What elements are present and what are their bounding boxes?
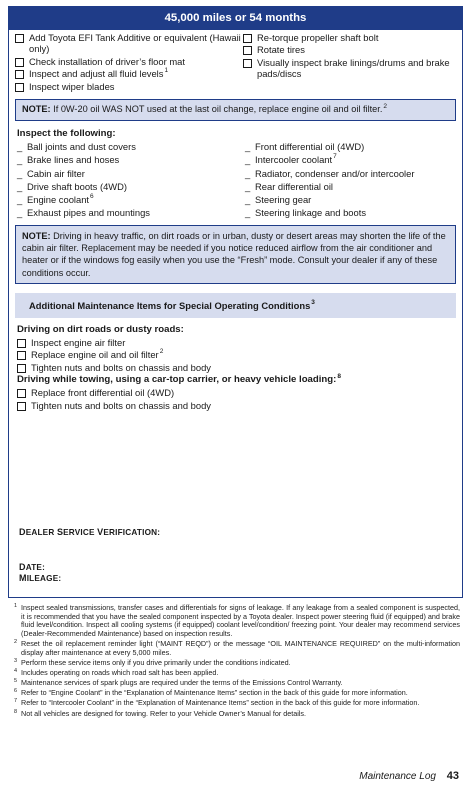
inspect-item [17,194,245,205]
footnote-text: Includes operating on roads which road salt has been applied. [21,667,219,677]
inspect-item [17,141,245,152]
towing-heading: Driving while towing, using a car-top carrier, or heavy vehicle loading:$^8$ [17,373,341,386]
checkbox[interactable] [15,58,24,67]
inspect-item-label: Brake lines and hoses [27,154,120,166]
checkbox[interactable] [15,34,24,43]
dash-marker: _ [17,207,23,219]
footnote [14,659,460,668]
towing-list [9,387,462,411]
footnote-number: 4 [14,667,18,674]
inspect-item-label: Steering gear [255,193,312,205]
footnote [14,699,460,708]
inspect-item [245,141,462,152]
checklist-item [17,387,462,398]
checklist-item-label: Tighten nuts and bolts on chassis and body [31,399,211,411]
inspect-item [245,194,462,205]
inspect-item [17,207,245,218]
checklist-item [243,32,462,43]
checklist-item [17,400,462,411]
dash-marker: _ [17,154,23,166]
footnote-text: Refer to “Engine Coolant” in the “Explanation of Maintenance Items” section in the back of this guide for more information. [21,688,408,698]
footnote [14,669,460,678]
footnote-text: Perform these service items only if you drive primarily under the conditions indicated. [21,657,291,667]
checkbox[interactable] [243,34,252,43]
checklist-item [15,68,243,79]
checklist-item [17,349,462,360]
interval-header: 45,000 miles or 54 months [9,7,462,30]
checklist-item [17,362,462,373]
inspect-item [245,168,462,179]
checklist-item-label: Tighten nuts and bolts on chassis and body [31,361,211,373]
dealer-verification-label: DEALER SERVICE VERIFICATION: [19,527,161,537]
dash-marker: _ [245,154,251,166]
oil-change-note [15,99,456,120]
footnote-ref: 6 [90,192,94,200]
inspect-item [17,181,245,192]
inspect-item-label: Intercooler coolant$^7$ [255,153,337,166]
note-text: If 0W-20 oil WAS NOT used at the last oil change, replace engine oil and oil filter. [53,104,383,115]
footnote-ref: 1 [164,67,169,75]
checkbox[interactable] [243,46,252,55]
maintenance-schedule-panel [8,6,463,598]
inspect-list [9,141,462,220]
checklist-item [243,44,462,55]
mileage-label: MILEAGE: [19,573,62,583]
checklist-right-column [243,32,462,93]
footnote-number: 3 [14,657,18,664]
inspect-item-label: Drive shaft boots (4WD) [27,180,128,192]
footnote-number: 8 [14,708,18,715]
checklist-item [15,56,243,67]
dash-marker: _ [245,207,251,219]
footnote-text: Not all vehicles are designed for towing. Refer to your Vehicle Owner’s Manual for details. [21,708,306,718]
checkbox[interactable] [15,70,24,79]
inspect-item [17,168,245,179]
dash-marker: _ [17,141,23,153]
checklist-item [243,57,462,80]
checklist-item-label: Replace front differential oil (4WD) [31,387,175,399]
footnote [14,604,460,639]
inspect-item-label: Radiator, condenser and/or intercooler [255,167,415,179]
note-text: Driving in heavy traffic, on dirt roads or in urban, dusty or desert areas may shorten the life of the cabin air filter. Replacement may be needed if you notice reduced airflow from the air conditioner and heater or if the windows fog easily when you use the “Fresh” mode. Consult your dealer if any of these conditions occur. [22,231,446,278]
dash-marker: _ [245,167,251,179]
inspect-left-column [17,141,245,220]
checklist-item [15,32,243,55]
cabin-filter-note [15,225,456,284]
footnote-number: 2 [14,639,18,646]
checkbox[interactable] [17,364,26,373]
inspect-item-label: Front differential oil (4WD) [255,141,365,153]
inspect-item [245,207,462,218]
checklist-item-label: Add Toyota EFI Tank Additive or equivalent (Hawaii only) [29,32,241,55]
checklist-item-label: Rotate tires [257,44,305,56]
page-footer [359,770,459,783]
footer-section-label: Maintenance Log [359,771,436,782]
page-number: 43 [446,770,459,782]
dash-marker: _ [17,180,23,192]
checklist-item-label: Visually inspect brake linings/drums and brake pads/discs [257,56,450,80]
checklist-item-label: Inspect and adjust all fluid levels$^1$ [29,67,169,80]
note-label: NOTE: [22,104,51,115]
checklist-item-label: Check installation of driver’s floor mat [29,55,185,67]
checklist-item [17,337,462,348]
footnote-number: 1 [14,603,18,609]
checklist-left-column [15,32,243,93]
footnote-ref: 7 [333,153,337,161]
footnote-ref: 2 [159,348,164,356]
checklist-item-label: Inspect wiper blades [29,80,115,92]
date-label: DATE: [19,562,45,572]
dash-marker: _ [245,141,251,153]
footnote-ref: 3 [311,298,315,306]
inspect-right-column [245,141,462,220]
checklist-item [15,81,243,92]
footnote-text: Reset the oil replacement reminder light (“MAINT REQD”) or the message “OIL MAINTENANCE REQUIRED” on the multi-information display after maintenance at every 5,000 miles. [21,639,460,657]
footnote-text: Refer to “Intercooler Coolant” in the “Explanation of Maintenance Items” section in the back of this guide for more information. [21,698,420,708]
inspect-item-label: Ball joints and dust covers [27,141,136,153]
footnote [14,689,460,698]
footnote-ref: 8 [337,373,341,381]
note-label: NOTE: [22,231,51,242]
inspect-item-label: Rear differential oil [255,180,333,192]
footnote-ref: 2 [383,103,388,111]
dirt-roads-heading: Driving on dirt roads or dusty roads: [17,324,184,336]
footnote-number: 6 [14,688,18,695]
service-checklist [9,30,462,93]
inspect-item-label: Steering linkage and boots [255,207,367,219]
footnote-text: Inspect sealed transmissions, transfer cases and differentials for signs of leakage. If any leakage from a sealed component is suspected, it is recommended that you have the sealed component inspected by a Toyota dealer. Inspect power steering fluid (if equipped) and brake fluid level/condition. Inspect all cooling systems (if equipped) coolant level/condition/ freezing point. Your dealer may recommend services (Dealer-Recommended Maintenance) based on inspection results. [21,603,460,638]
dash-marker: _ [245,193,251,205]
checkbox[interactable] [17,351,26,360]
inspect-item [245,154,462,165]
footnote [14,710,460,719]
checkbox[interactable] [243,59,252,68]
inspect-item-label: Exhaust pipes and mountings [27,207,150,219]
inspect-item [17,154,245,165]
checkbox[interactable] [17,402,26,411]
footnotes [14,604,460,720]
dash-marker: _ [17,193,23,205]
checkbox[interactable] [17,339,26,348]
checklist-item-label: Replace engine oil and oil filter$^2$ [31,348,164,361]
inspect-item [245,181,462,192]
checkbox[interactable] [15,83,24,92]
inspect-heading: Inspect the following: [17,127,116,139]
dash-marker: _ [245,180,251,192]
dash-marker: _ [17,167,23,179]
additional-items-heading: Additional Maintenance Items for Special Operating Conditions$^3$ [15,293,456,318]
checklist-item-label: Re-torque propeller shaft bolt [257,32,379,43]
footnote [14,679,460,688]
footnote-number: 5 [14,678,18,685]
footnote-text: Maintenance services of spark plugs are required under the terms of the Emissions Control Warranty. [21,678,343,688]
dirt-roads-list [9,337,462,373]
footnote-number: 7 [14,698,18,705]
inspect-item-label: Engine coolant$^6$ [27,192,94,205]
footnote [14,640,460,657]
inspect-item-label: Cabin air filter [27,167,85,179]
checkbox[interactable] [17,389,26,398]
checklist-item-label: Inspect engine air filter [31,336,126,348]
